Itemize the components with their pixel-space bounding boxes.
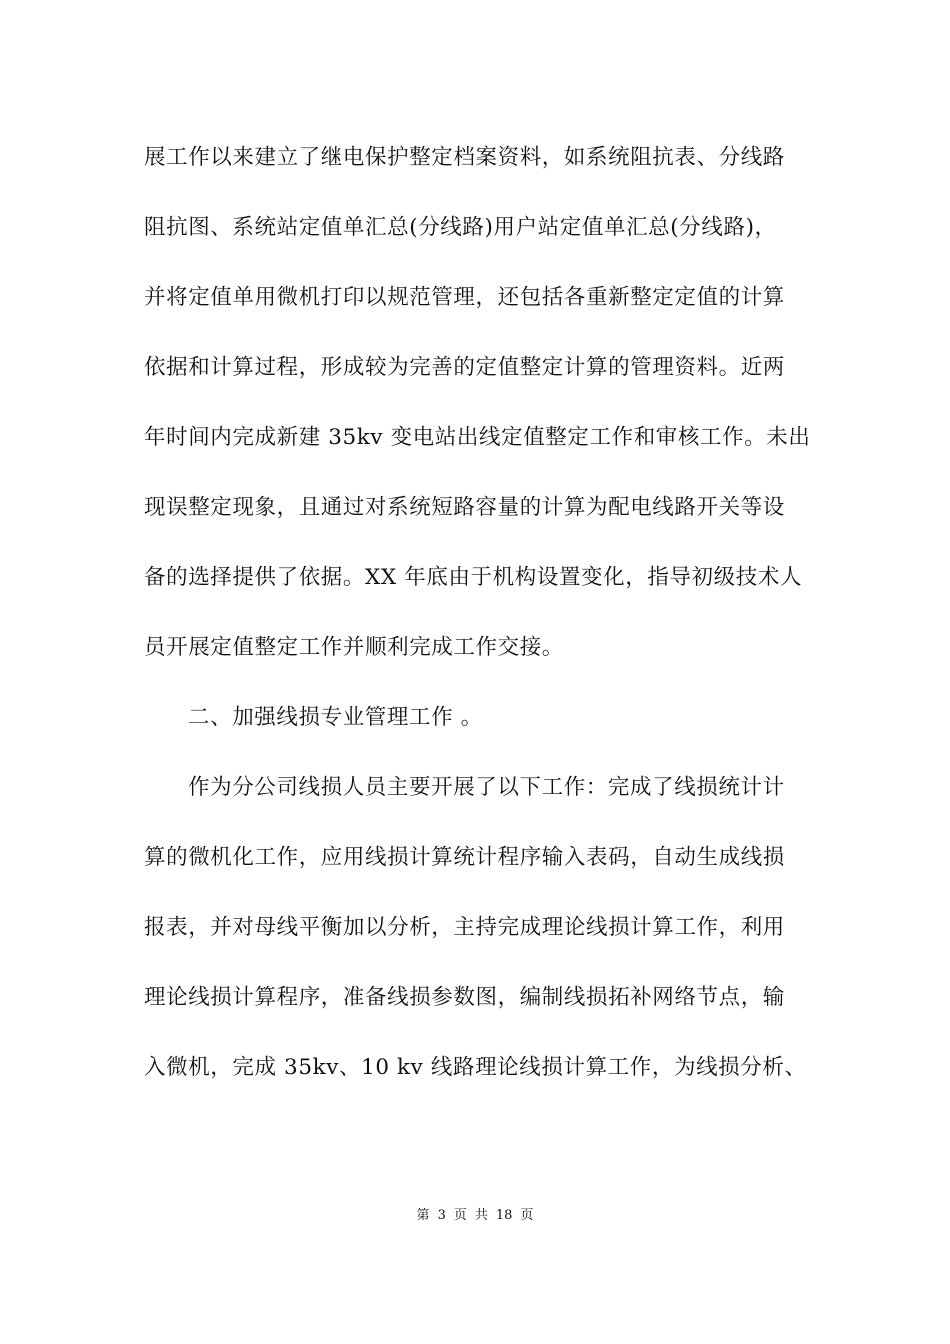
- footer-label-ye-2: 页: [520, 1208, 534, 1223]
- body-line-7: 备的选择提供了依据。XX 年底由于机构设置变化，指导初级技术人: [144, 565, 803, 590]
- section-heading: 二、加强线损专业管理工作 。: [188, 705, 483, 730]
- body-line-6: 现误整定现象，且通过对系统短路容量的计算为配电线路开关等设: [144, 495, 785, 520]
- footer-label-ye: 页: [453, 1208, 467, 1223]
- body-line-10: 作为分公司线损人员主要开展了以下工作：完成了线损统计计: [188, 775, 785, 800]
- footer-label-gong: 共: [474, 1208, 488, 1223]
- footer-page-number: 3: [437, 1208, 446, 1223]
- page-footer: [0, 1206, 950, 1226]
- footer-total-pages: 18: [495, 1208, 513, 1223]
- body-line-1: 展工作以来建立了继电保护整定档案资料，如系统阻抗表、分线路: [144, 145, 785, 170]
- body-line-13: 理论线损计算程序，准备线损参数图，编制线损拓补网络节点，输: [144, 985, 785, 1010]
- body-line-12: 报表，并对母线平衡加以分析，主持完成理论线损计算工作，利用: [144, 915, 785, 940]
- body-line-11: 算的微机化工作，应用线损计算统计程序输入表码，自动生成线损: [144, 845, 785, 870]
- body-line-3: 并将定值单用微机打印以规范管理，还包括各重新整定定值的计算: [144, 285, 785, 310]
- footer-label-di: 第: [416, 1208, 430, 1223]
- body-line-5: 年时间内完成新建 35kv 变电站出线定值整定工作和审核工作。未出: [144, 425, 811, 450]
- body-line-14: 入微机，完成 35kv、10 kv 线路理论线损计算工作，为线损分析、: [144, 1055, 807, 1080]
- body-line-4: 依据和计算过程，形成较为完善的定值整定计算的管理资料。近两: [144, 355, 785, 380]
- body-line-2: 阻抗图、系统站定值单汇总(分线路)用户站定值单汇总(分线路)，: [144, 215, 777, 240]
- body-line-8: 员开展定值整定工作并顺利完成工作交接。: [144, 635, 564, 660]
